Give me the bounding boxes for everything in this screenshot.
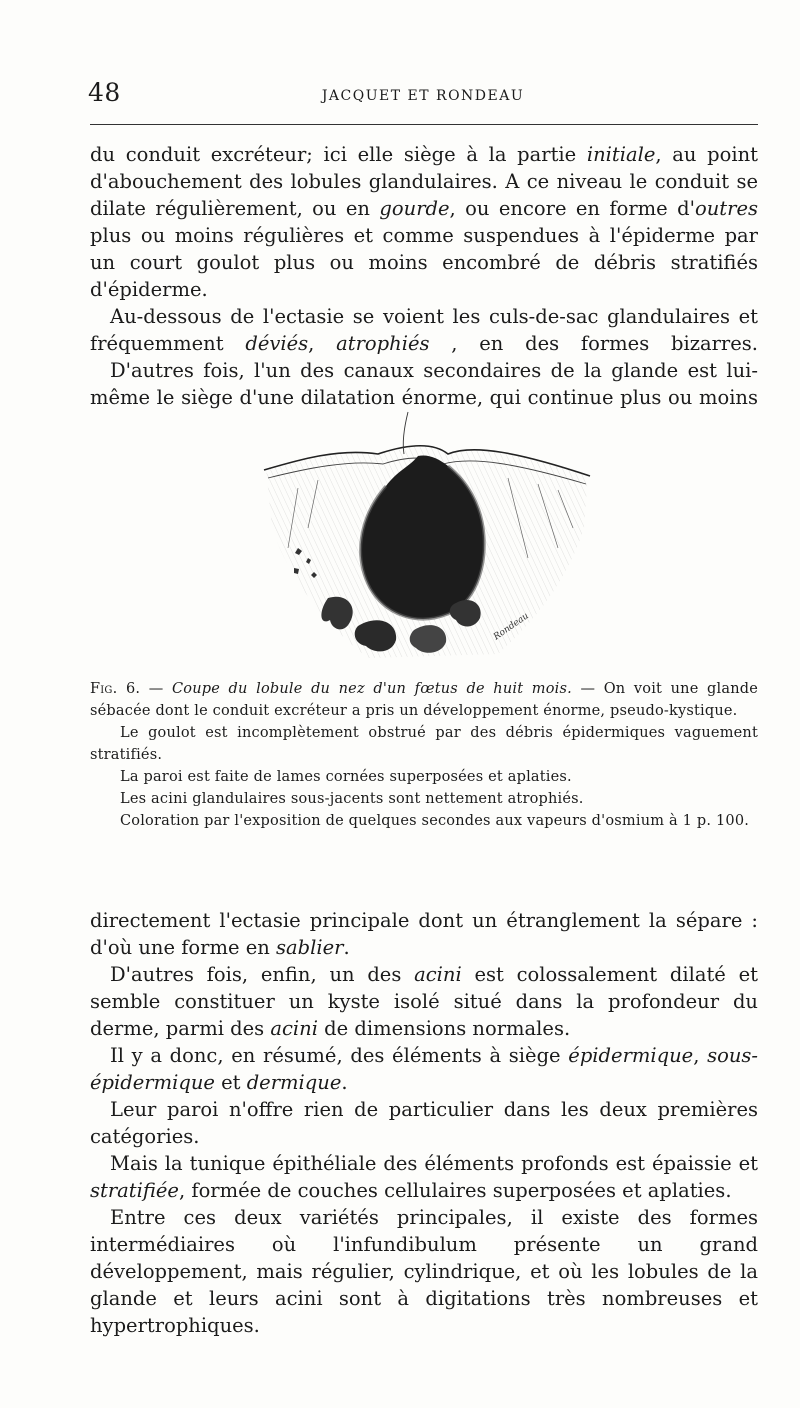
acinus-left	[321, 597, 352, 630]
italic-devies: déviés	[245, 332, 309, 355]
text-run: Entre ces deux variétés principales, il existe des formes intermédiaires où l'infundibulum présente un grand développement, mais régulier, cylindrique, et où les lobules de la glande et leurs acini sont à digitations très nombreuses et hypertrophiques.	[90, 1206, 758, 1337]
italic-gourde: gourde	[379, 197, 450, 220]
artist-signature: Rondeau	[491, 611, 531, 643]
text-run: , au point d'abouchement des lobules glandulaires. A ce niveau le conduit se dilate régulièrement, ou en	[90, 143, 758, 220]
text-run: , formée de couches cellulaires superposées et aplaties.	[178, 1179, 732, 1202]
header-rule	[90, 124, 758, 125]
caption-line-acini: Les acini glandulaires sous-jacents sont nettement atrophiés.	[120, 791, 584, 807]
paragraph-tunique	[90, 1150, 758, 1204]
italic-initiale: initiale	[586, 143, 656, 166]
paragraph-paroi	[90, 1096, 758, 1150]
text-run: est colossalement dilaté et semble constituer un kyste isolé situé dans la profondeur du derme, parmi des	[90, 963, 758, 1040]
gland-section-drawing	[258, 408, 598, 670]
italic-stratifiee: stratifiée	[90, 1179, 179, 1202]
page-number: 48	[88, 78, 121, 107]
caption-description: — On voit une glande sébacée dont le conduit excréteur a pris un développement énorme, pseudo-kystique.	[90, 681, 758, 719]
italic-acini: acini	[414, 963, 462, 986]
text-run: Il y a donc, en résumé, des éléments à siège	[110, 1044, 569, 1067]
caption-line-goulot: Le goulot est incomplètement obstrué par des débris épidermiques vaguement stratifiés.	[90, 725, 758, 763]
paragraph-sablier	[90, 907, 758, 961]
text-run: , ou encore en forme d'	[449, 197, 695, 220]
body-text-top	[90, 141, 758, 411]
paragraph-canaux	[90, 357, 758, 411]
caption-line-paroi: La paroi est faite de lames cornées superposées et aplaties.	[120, 769, 572, 785]
text-run: .	[341, 1071, 348, 1094]
italic-sous-epidermique: sous-épidermique	[90, 1044, 758, 1094]
text-run: D'autres fois, enfin, un des	[110, 963, 415, 986]
italic-outres: outres	[694, 197, 758, 220]
paragraph-ectasie	[90, 303, 758, 357]
caption-dash: —	[140, 681, 172, 697]
text-run: plus ou moins régulières et comme suspendues à l'épiderme par un court goulot plus ou moins encombré de débris stratifiés d'épiderme.	[90, 224, 758, 301]
text-run: ,	[693, 1044, 708, 1067]
italic-epidermique: épidermique	[568, 1044, 694, 1067]
text-run: directement l'ectasie principale dont un étranglement la sépare : d'où une forme en	[90, 909, 758, 959]
italic-atrophies: atrophiés	[336, 332, 430, 355]
text-run: , en des formes bizarres.	[429, 332, 758, 355]
paragraph-continuation	[90, 141, 758, 303]
text-run: Au-dessous de l'ectasie se voient les culs-de-sac glandulaires et fréquemment	[90, 305, 758, 355]
italic-sablier: sablier	[276, 936, 344, 959]
caption-first-line	[90, 678, 758, 722]
body-text-bottom	[90, 907, 758, 1339]
figure-title: Coupe du lobule du nez d'un fœtus de huit mois.	[171, 681, 572, 697]
caption-line-coloration: Coloration par l'exposition de quelques secondes aux vapeurs d'osmium à 1 p. 100.	[120, 813, 750, 829]
text-run: de dimensions normales.	[317, 1017, 571, 1040]
text-run: du conduit excréteur; ici elle siège à la partie	[90, 143, 587, 166]
text-run: D'autres fois, l'un des canaux secondaires de la glande est lui-même le siège d'une dilatation énorme, qui continue plus ou moins	[90, 359, 758, 409]
running-title: JACQUET ET RONDEAU	[321, 88, 525, 104]
paragraph-varietes	[90, 1204, 758, 1339]
figure-label: Fig. 6.	[90, 681, 141, 697]
paragraph-resume	[90, 1042, 758, 1096]
page-header	[88, 78, 758, 114]
italic-acini: acini	[270, 1017, 318, 1040]
text-run: Leur paroi n'offre rien de particulier dans les deux premières catégories.	[90, 1098, 758, 1148]
paragraph-acini	[90, 961, 758, 1042]
text-run: .	[343, 936, 350, 959]
text-run: Mais la tunique épithéliale des éléments profonds est épaissie et	[110, 1152, 758, 1175]
figure-caption	[90, 678, 758, 832]
figure-illustration	[258, 408, 598, 670]
text-run: ,	[308, 332, 337, 355]
italic-dermique: dermique	[246, 1071, 342, 1094]
text-run: et	[214, 1071, 247, 1094]
